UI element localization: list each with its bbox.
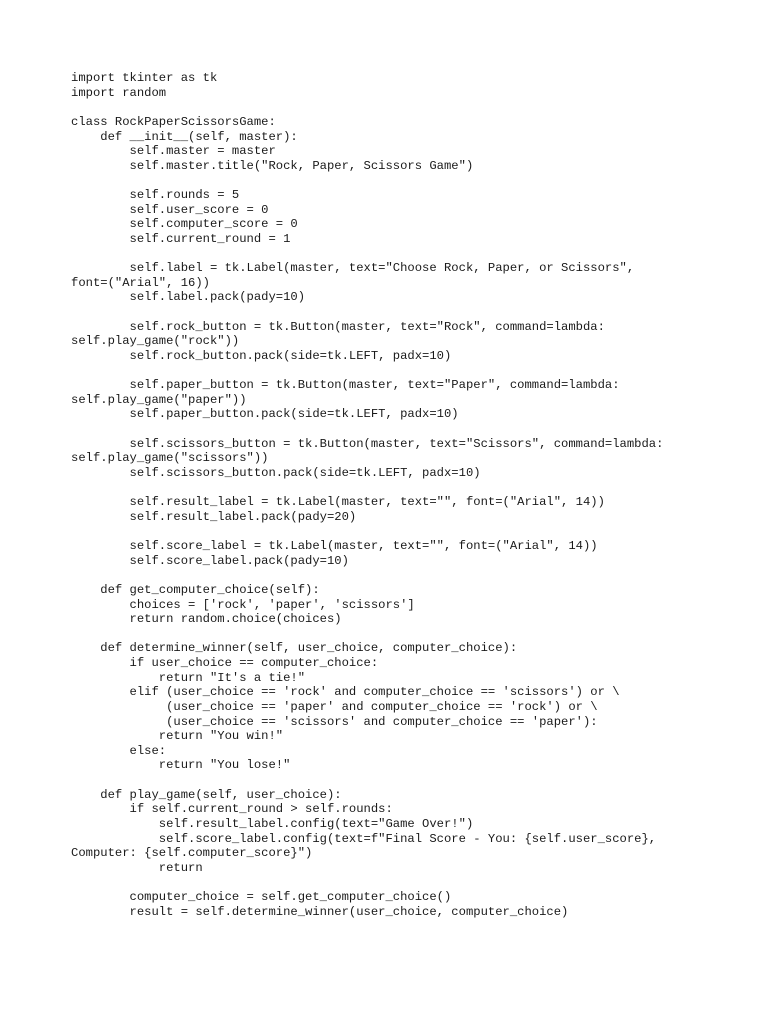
code-line bbox=[71, 568, 711, 583]
code-line: def play_game(self, user_choice): bbox=[71, 787, 342, 802]
code-line: return bbox=[71, 860, 203, 875]
code-line: return "You lose!" bbox=[71, 758, 291, 773]
code-line: def __init__(self, master): bbox=[71, 129, 298, 144]
code-line bbox=[71, 481, 711, 496]
code-line: self.result_label = tk.Label(master, text="", font=("Arial", 14)) bbox=[71, 495, 605, 510]
code-line bbox=[71, 524, 711, 539]
code-line: self.scissors_button = tk.Button(master, text="Scissors", command=lambda: bbox=[71, 436, 664, 451]
code-line: (user_choice == 'paper' and computer_choice == 'rock') or \ bbox=[71, 699, 598, 714]
code-block bbox=[71, 71, 711, 919]
code-line: self.rock_button = tk.Button(master, text="Rock", command=lambda: bbox=[71, 319, 605, 334]
code-line: result = self.determine_winner(user_choice, computer_choice) bbox=[71, 904, 569, 919]
code-line: if self.current_round > self.rounds: bbox=[71, 802, 393, 817]
code-line: self.computer_score = 0 bbox=[71, 217, 298, 232]
code-line: import tkinter as tk bbox=[71, 71, 218, 85]
code-line bbox=[71, 627, 711, 642]
code-line: (user_choice == 'scissors' and computer_choice == 'paper'): bbox=[71, 714, 598, 729]
code-line: self.label = tk.Label(master, text="Choose Rock, Paper, or Scissors", bbox=[71, 261, 635, 276]
code-line: computer_choice = self.get_computer_choice() bbox=[71, 890, 452, 904]
code-line: self.result_label.config(text="Game Over!") bbox=[71, 816, 474, 831]
code-line: self.score_label.pack(pady=10) bbox=[71, 553, 349, 568]
code-line: return "You win!" bbox=[71, 729, 284, 744]
code-line: self.play_game("rock")) bbox=[71, 334, 240, 349]
code-line: self.result_label.pack(pady=20) bbox=[71, 509, 357, 524]
code-line: self.paper_button = tk.Button(master, text="Paper", command=lambda: bbox=[71, 378, 620, 393]
code-line: self.master = master bbox=[71, 144, 276, 159]
code-line: self.rounds = 5 bbox=[71, 188, 240, 202]
code-line: self.master.title("Rock, Paper, Scissors Game") bbox=[71, 158, 474, 173]
code-line bbox=[71, 305, 711, 320]
code-line: self.user_score = 0 bbox=[71, 202, 269, 217]
code-line: self.paper_button.pack(side=tk.LEFT, padx=10) bbox=[71, 407, 459, 422]
code-line: self.rock_button.pack(side=tk.LEFT, padx=10) bbox=[71, 348, 452, 363]
code-line: self.play_game("scissors")) bbox=[71, 451, 269, 466]
code-line bbox=[71, 100, 711, 115]
code-line bbox=[71, 422, 711, 437]
code-line: self.score_label = tk.Label(master, text="", font=("Arial", 14)) bbox=[71, 539, 598, 553]
code-line: elif (user_choice == 'rock' and computer_choice == 'scissors') or \ bbox=[71, 685, 620, 700]
code-line: self.current_round = 1 bbox=[71, 231, 291, 246]
code-line: self.score_label.config(text=f"Final Score - You: {self.user_score}, bbox=[71, 831, 657, 846]
code-line: choices = ['rock', 'paper', 'scissors'] bbox=[71, 597, 415, 612]
code-line: def get_computer_choice(self): bbox=[71, 582, 320, 597]
code-line: else: bbox=[71, 743, 167, 758]
code-line: font=("Arial", 16)) bbox=[71, 275, 210, 290]
code-line: return "It's a tie!" bbox=[71, 670, 306, 685]
code-line bbox=[71, 364, 711, 379]
code-line bbox=[71, 173, 711, 188]
code-line: self.label.pack(pady=10) bbox=[71, 290, 306, 305]
code-line: import random bbox=[71, 85, 167, 100]
code-line bbox=[71, 875, 711, 890]
code-line: return random.choice(choices) bbox=[71, 612, 342, 627]
code-line: self.play_game("paper")) bbox=[71, 392, 247, 407]
code-line: class RockPaperScissorsGame: bbox=[71, 114, 276, 129]
code-line bbox=[71, 247, 711, 262]
code-line: if user_choice == computer_choice: bbox=[71, 656, 379, 670]
code-line: self.scissors_button.pack(side=tk.LEFT, padx=10) bbox=[71, 465, 481, 480]
code-line: Computer: {self.computer_score}") bbox=[71, 846, 313, 861]
code-line: def determine_winner(self, user_choice, computer_choice): bbox=[71, 641, 518, 656]
code-line bbox=[71, 773, 711, 788]
